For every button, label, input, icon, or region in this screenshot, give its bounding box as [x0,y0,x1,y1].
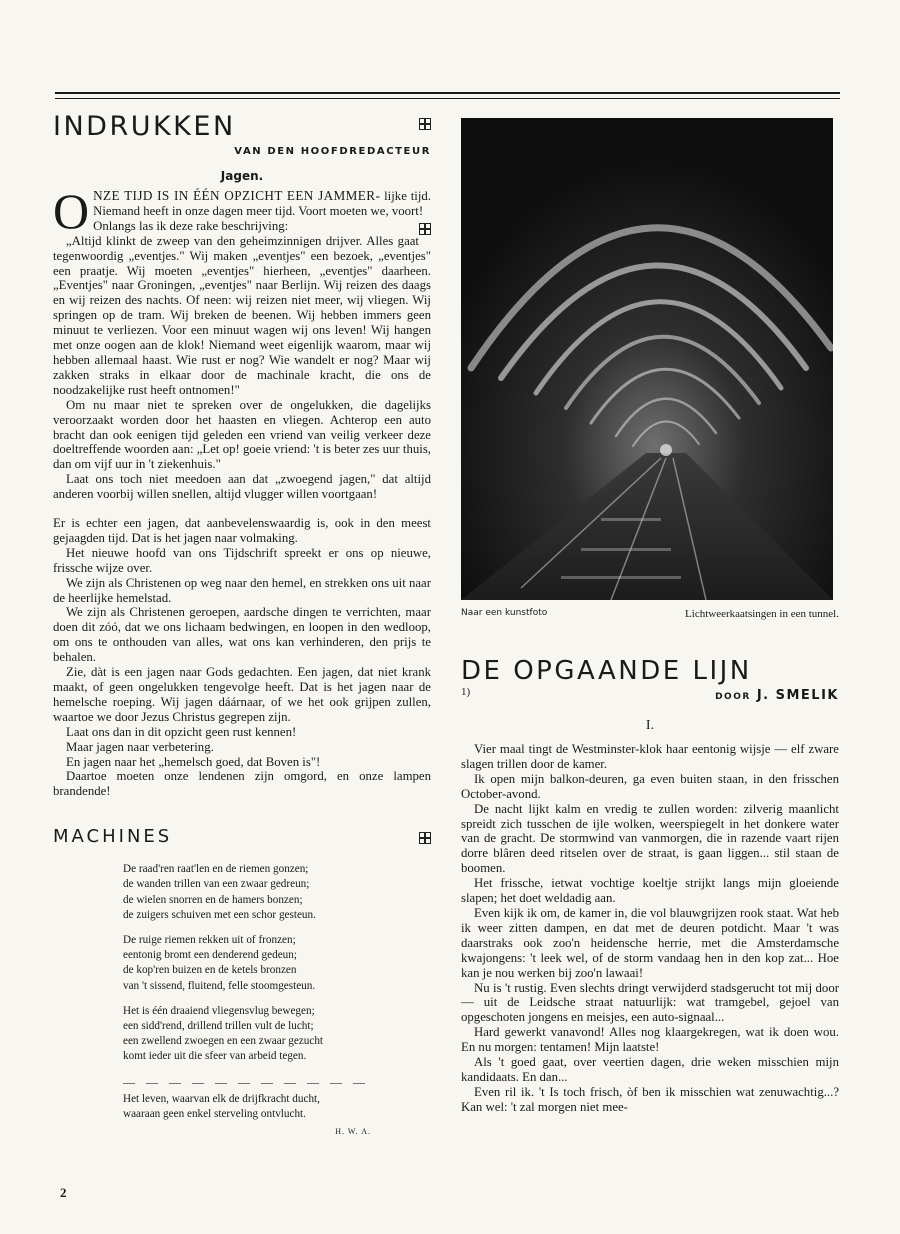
lead-caps: NZE TIJD IS IN ÉÉN OPZICHT EEN JAMMER- [93,188,381,203]
poem-signature: H. W. A. [335,1127,371,1137]
paragraph: Het nieuwe hoofd van ons Tijdschrift spreekt er ons op nieuwe, frissche wijze over. [53,545,431,575]
photo-caption [461,608,839,620]
paragraph: Hard gewerkt vanavond! Alles nog klaargekregen, wat ik doen wou. En nu morgen: tentamen! Mijn laatste! [461,1025,839,1055]
caption-left: Naar een kunstfoto [461,608,548,618]
byline-prefix: DOOR [715,692,751,702]
paragraphs-part-b [53,516,431,799]
story-body [461,742,839,1115]
story-title: DE OPGAANDE LIJN [461,656,752,686]
poem [123,862,431,1139]
article-title: INDRUKKEN [53,111,236,142]
poem-divider: — — — — — — — — — — — [123,1074,369,1089]
poem-stanza [123,862,431,923]
article-body [53,183,431,799]
section-gap [53,502,431,516]
top-rule [55,92,840,99]
poem-line: Het leven, waarvan elk de drijfkracht ducht, [123,1092,320,1105]
article-subtitle: Jagen. [220,169,264,183]
paragraph: Onlangs las ik deze rake beschrijving: [93,218,289,233]
poem-line: van 't sissend, fluitend, felle stoomgesteun. [123,979,316,992]
cross-ornament-icon [419,832,431,844]
paragraph: Vier maal tingt de Westminster-klok haar eentonig wijsje — elf zware slagen trillen door de kamer. [461,742,839,771]
cross-ornament-icon [419,118,431,130]
lead-rest: lijke tijd. Niemand heeft in onze dagen meer tijd. Voort moeten we, voort! [93,189,431,218]
poem-line: De ruige riemen rekken uit of fronzen; [123,934,296,947]
poem-final-stanza [123,1092,431,1122]
paragraph: Als 't goed gaat, over veertien dagen, drie weken misschien mijn kandidaats. En dan... [461,1055,839,1084]
caption-right: Lichtweerkaatsingen in een tunnel. [685,608,839,620]
poem-line: De raad'ren raat'len en de riemen gonzen; [123,863,309,876]
paragraph: Er is echter een jagen, dat aanbevelenswaardig is, ook in den meest gejaagden tijd. Dat is het jagen naar volmaking. [53,516,431,545]
poem-line: een zwellend zwoegen en een zwaar gezucht [123,1035,324,1048]
footnote-mark: 1) [461,686,471,698]
drop-cap: O [53,183,90,239]
story-byline [715,688,839,703]
paragraph: Laat ons dan in dit opzicht geen rust kennen! [66,724,297,739]
right-column [461,118,839,1115]
paragraph: „Altijd klinkt de zweep van den geheimzinnigen drijver. Alles gaat tegenwoordig „eventjes." Wij maken „eventjes" een bezoek, „eventjes" een praatje. Wij moeten „eventjes" hierheen, „eventjes" daarheen. „Eventjes" naar Groningen, „eventjes" naar Berlijn. Wij reizen des daags en wij reizen des nachts. Of neen: wij reizen niet meer, wij vliegen. Wij springen op de tram. Wij breken de beenen. Wij hebben immers geen minuut te verliezen. Voor een minuut wagen wij ons leven! Wij hangen met onze oogen aan de klok! Niemand weet eigenlijk waarom, maar wij hebben allemaal haast. Wie rust er nog? Wie wandelt er nog? Maar wij zakken straks in elkaar door de machinale kracht, die ons de noodzakelijke rust heeft ontnomen!" [53,233,431,397]
poem-line: een sidd'rend, drillend trillen vult de lucht; [123,1020,314,1033]
paragraph: We zijn als Christenen op weg naar den hemel, en strekken ons uit naar de heerlijke hemelstad. [53,575,431,605]
poem-title: MACHINES [53,826,173,848]
poem-line: Het is één draaiend vliegensvlug bewegen; [123,1004,315,1017]
paragraphs-part-a [53,219,431,502]
poem-line: de wanden trillen van een zwaar gedreun; [123,878,310,891]
indrukken-header [53,110,431,144]
poem-line: de kop'ren buizen en de ketels bronzen [123,964,297,977]
paragraph: We zijn als Christenen geroepen, aardsche dingen te verrichten, maar doen dit zóó, dat we ons lichaam bedwingen, en loopen in den wedloop, om ons te onthouden van alles, wat ons kan verhinderen, den prijs te behalen. [53,605,431,665]
poem-line: eentonig bromt een denderend gedeun; [123,949,297,962]
paragraph: Even ril ik. 't Is toch frisch, òf ben ik misschien wat zenuwachtig...? Kan wel: 't zal morgen niet mee- [461,1084,839,1114]
cross-ornament-icon [419,223,431,235]
machines-header [53,824,431,850]
paragraph: Daartoe moeten onze lendenen zijn omgord, en onze lampen brandende! [53,769,431,799]
poem-line: waaraan geen enkel sterveling ontvlucht. [123,1108,306,1121]
poem-line: de zuigers schuiven met een schor gesteun. [123,908,316,921]
author-name: J. SMELIK [756,688,839,703]
story-byline-row [461,686,839,708]
paragraph: Om nu maar niet te spreken over de ongelukken, die dagelijks veroorzaakt worden door het haasten en vliegen. Achterop een auto bracht dan ook eenigen tijd geleden een vriend van veilig verkeer deze doeltreffende woorden aan: „Let op! goeie vriend: 't is beter zes uur thuis, dan om vijf uur in 't ziekenhuis." [53,397,431,472]
poem-stanza [123,933,431,994]
paragraph: Laat ons toch niet meedoen aan dat „zwoegend jagen," dat altijd anderen voorbij willen snellen, altijd vlugger willen voortgaan! [53,472,431,502]
left-column [53,110,431,1140]
paragraph: Even kijk ik om, de kamer in, die vol blauwgrijzen rook staat. Wat heb ik weer zitten dampen, en dat met de deuren potdicht. Maar 't was daarstraks ook zoo'n heidensche herrie, met die Amsterdamsche kwajongens: 't leek wel, of de storm vandaag hen in den kop zat... Hoe kan je nou werken bij zoo'n lawaai! [461,905,839,980]
paragraph: Maar jagen naar verbetering. [66,739,214,754]
paragraph: De nacht lijkt kalm en vredig te zullen worden: zilverig maanlicht spreidt zich tusschen de ijle wolken, weerspiegelt in het donkere water van de gracht. De stormwind van vanmorgen, die in razende vaart rijen dorre blâren deed ritselen over de straat, is gaan liggen... stil staan de boomen. [461,801,839,876]
paragraph: Zie, dàt is een jagen naar Gods gedachten. Een jagen, dat niet krank maakt, of geen ongelukken tengevolge heeft. Dat is het jagen naar de hemelsche roeping. Wij jagen dáárnaar, of we het ook grijpen zullen, waartoe we door Jezus Christus gegrepen zijn. [53,665,431,724]
poem-line: komt ieder uit die sfeer van arbeid tegen. [123,1050,307,1063]
paragraph: Nu is 't rustig. Even slechts dringt verwijderd stadsgerucht tot mij door — uit de Leidsche straat natuurlijk: wat tramgebel, gejoel van opgeschoten jongens en meisjes, een auto-signaal... [461,980,839,1025]
tunnel-light-reflections-image [461,118,833,600]
page-number: 2 [60,1185,67,1200]
poem-stanza [123,1004,431,1065]
poem-line: de wielen snorren en de hamers bonzen; [123,893,303,906]
article-byline: VAN DEN HOOFDREDACTEUR [234,146,431,157]
section-number: I. [645,718,655,733]
paragraph: Het frissche, ietwat vochtige koeltje strijkt langs mijn gloeiende slapen; het doet weldadig aan. [461,876,839,906]
paragraph: En jagen naar het „hemelsch goed, dat Boven is"! [66,754,321,769]
paragraph: Ik open mijn balkon-deuren, ga even buiten staan, in den frisschen October-avond. [461,771,839,801]
tunnel-photo [461,118,833,600]
